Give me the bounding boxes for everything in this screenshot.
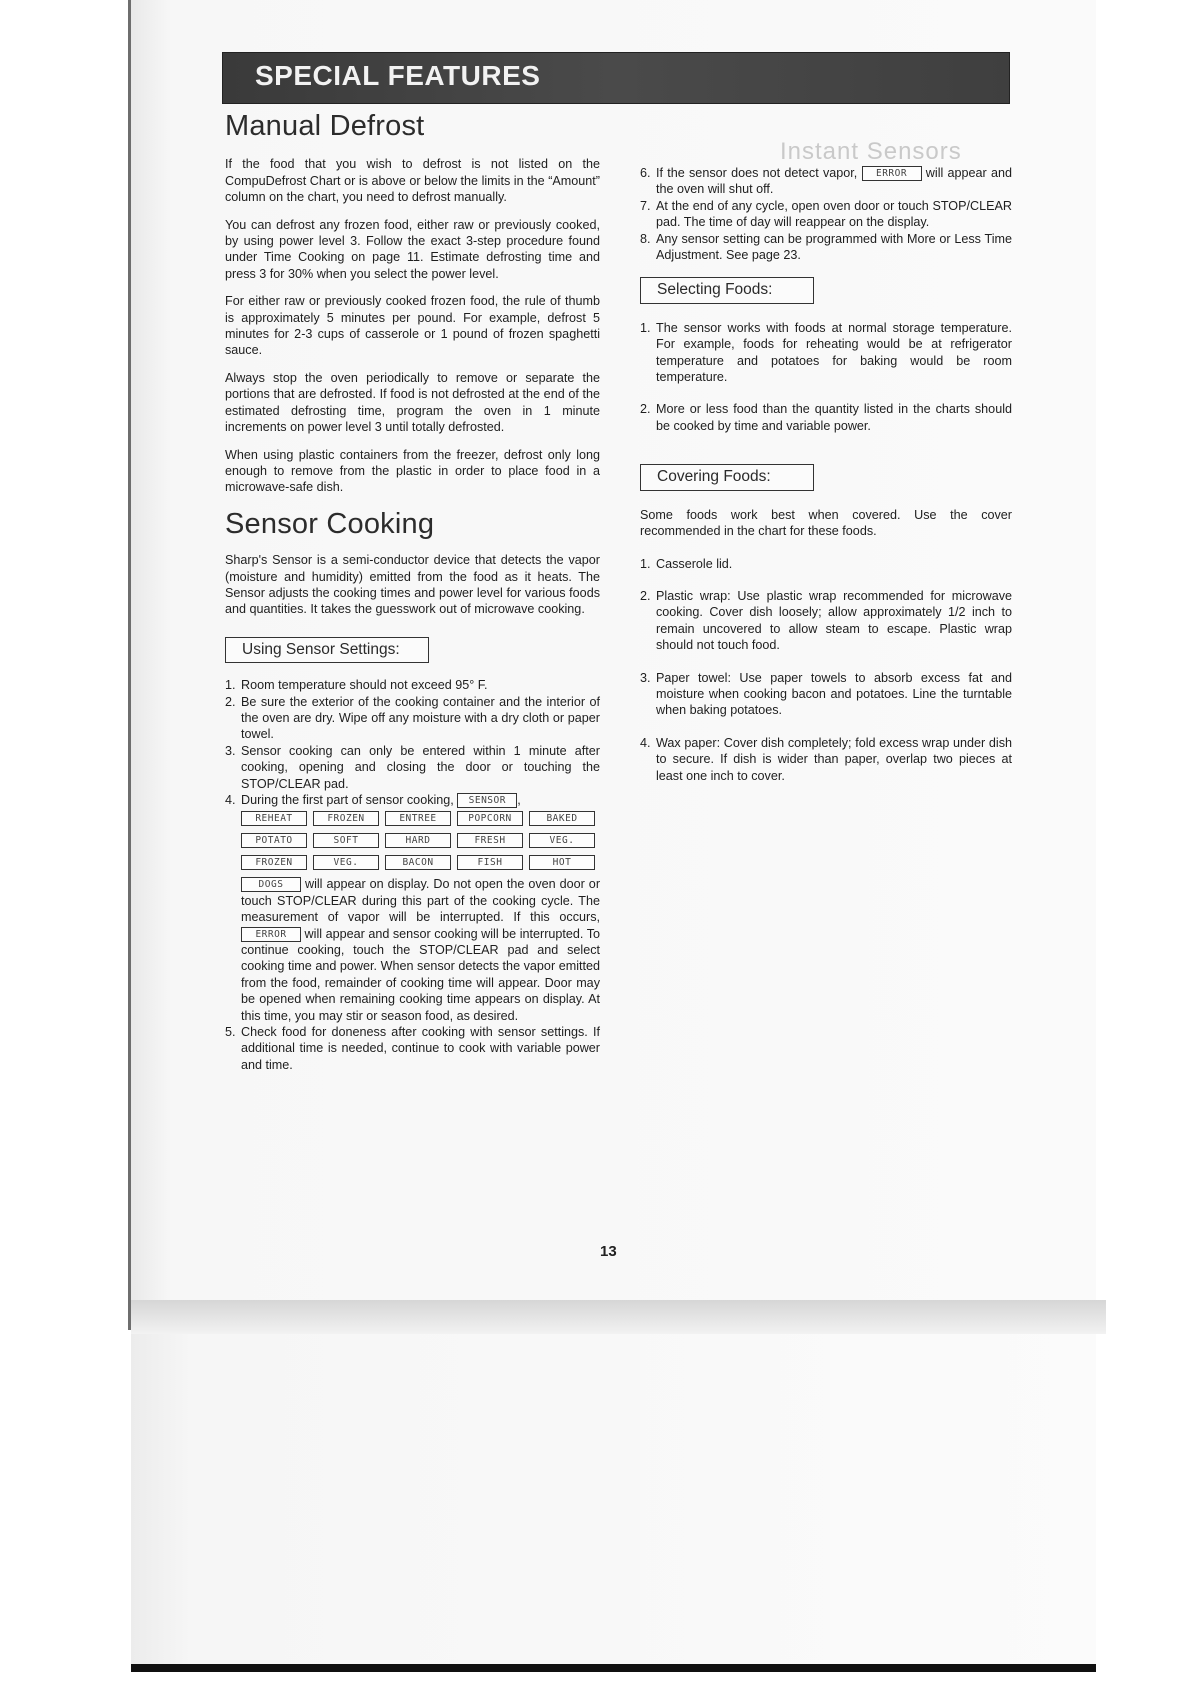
display-error: ERROR	[241, 927, 301, 942]
item-text: Plastic wrap: Use plastic wrap recommended for microwave cooking. Cover dish loosely; allow approximately 1/2 inch to remain uncovered to allow steam to escape. Plastic wrap should not touch food.	[656, 588, 1012, 653]
step-text: During the first part of sensor cooking,	[241, 793, 454, 807]
sensor-steps-list	[225, 677, 600, 1073]
covering-foods-list	[640, 556, 1012, 784]
display-word: BAKED	[529, 811, 595, 826]
step-number: 3.	[225, 743, 236, 758]
display-word: SOFT	[313, 833, 379, 848]
covering-intro: Some foods work best when covered. Use the cover recommended in the chart for these foods.	[640, 507, 1012, 539]
list-item	[225, 792, 600, 1024]
selecting-foods-heading: Selecting Foods:	[640, 277, 814, 303]
step-text: At the end of any cycle, open oven door or touch STOP/CLEAR pad. The time of day will reappear on the display.	[656, 198, 1012, 230]
banner-title: SPECIAL FEATURES	[255, 60, 541, 91]
list-item	[640, 588, 1012, 654]
item-text: The sensor works with foods at normal storage temperature. For example, foods for reheating would be at refrigerator temperature and potatoes for baking would be room temperature.	[656, 320, 1012, 385]
item-number: 2.	[640, 588, 651, 603]
step-text: will appear on display. Do not open the oven door or touch STOP/CLEAR during this part of the cooking cycle. The measurement of vapor will be interrupted. If this occurs,	[241, 877, 601, 925]
step-number: 6.	[640, 166, 651, 180]
scan-border	[131, 1664, 1096, 1672]
display-word: VEG.	[313, 855, 379, 870]
step-text: Sensor cooking can only be entered within 1 minute after cooking, opening and closing the door or touching the STOP/CLEAR pad.	[241, 743, 600, 791]
display-word: BACON	[385, 855, 451, 870]
using-sensor-settings-heading: Using Sensor Settings:	[225, 637, 429, 663]
covering-foods-heading: Covering Foods:	[640, 464, 814, 490]
item-number: 1.	[640, 320, 651, 335]
sensor-steps-continued	[640, 165, 1012, 263]
step-punct: ,	[517, 793, 521, 807]
step-number: 8.	[640, 231, 651, 246]
step-number: 2.	[225, 694, 236, 709]
display-word: FROZEN	[241, 855, 307, 870]
list-item	[640, 165, 1012, 198]
display-word: VEG.	[529, 833, 595, 848]
list-item	[640, 556, 1012, 572]
list-item	[640, 231, 1012, 264]
display-word: REHEAT	[241, 811, 307, 826]
right-column	[640, 165, 1012, 800]
list-item	[640, 401, 1012, 434]
item-text: Casserole lid.	[656, 556, 733, 571]
item-text: More or less food than the quantity listed in the charts should be cooked by time and variable power.	[656, 402, 1012, 433]
display-word: FISH	[457, 855, 523, 870]
list-item	[225, 677, 600, 693]
list-item	[225, 694, 600, 743]
left-column	[225, 110, 601, 1073]
step-text: If the sensor does not detect vapor,	[656, 166, 858, 180]
item-number: 4.	[640, 735, 651, 750]
list-item	[640, 320, 1012, 386]
list-item	[225, 743, 600, 792]
display-word: HOT	[529, 855, 595, 870]
selecting-foods-list	[640, 320, 1012, 434]
defrost-paragraph: When using plastic containers from the freezer, defrost only long enough to remove from the plastic in order to place food in a microwave-safe dish.	[225, 447, 600, 495]
display-word: POTATO	[241, 833, 307, 848]
step-text: Be sure the exterior of the cooking container and the interior of the oven are dry. Wipe off any moisture with a dry cloth or paper towel.	[241, 694, 600, 742]
item-number: 3.	[640, 670, 651, 685]
sensor-intro: Sharp's Sensor is a semi-conductor device that detects the vapor (moisture and humidity) emitted from the food as it heats. The Sensor adjusts the cooking times and power level for various foods and quantities. It takes the guesswork out of microwave cooking.	[225, 553, 600, 617]
blank-scan-area	[131, 1334, 1096, 1664]
display-word: HARD	[385, 833, 451, 848]
page-fold-shadow	[131, 1300, 1106, 1334]
list-item	[640, 198, 1012, 231]
step-text: Any sensor setting can be programmed with More or Less Time Adjustment. See page 23.	[656, 231, 1012, 263]
step-number: 5.	[225, 1025, 236, 1040]
item-number: 2.	[640, 402, 651, 417]
defrost-paragraph: For either raw or previously cooked frozen food, the rule of thumb is approximately 5 minutes per pound. For example, defrost 5 minutes for 2-3 cups of casserole or 1 pound of frozen spaghetti sauce.	[225, 294, 600, 358]
display-word: POPCORN	[457, 811, 523, 826]
defrost-paragraph: You can defrost any frozen food, either raw or previously cooked, by using power level 3. Follow the exact 3-step procedure found under Time Cooking on page 11. Estimate defrosting time and press 3 for 30% when you select the power level.	[225, 217, 600, 281]
page-number: 13	[600, 1243, 617, 1260]
step-number: 1.	[225, 678, 236, 693]
display-word: FRESH	[457, 833, 523, 848]
manual-defrost-title: Manual Defrost	[225, 110, 425, 142]
section-banner	[222, 52, 1010, 104]
item-text: Paper towel: Use paper towels to absorb excess fat and moisture when cooking bacon and potatoes. Line the turntable when baking potatoes.	[656, 670, 1012, 718]
display-dogs: DOGS	[241, 877, 301, 892]
step-text: will appear and the oven will shut off.	[656, 166, 1013, 197]
defrost-paragraph: Always stop the oven periodically to remove or separate the portions that are defrosted. If food is not defrosted at the end of the estimated defrosting time, program the oven in 1 minute increments on power level 3 until totally defrosted.	[225, 370, 600, 435]
display-error: ERROR	[862, 166, 922, 181]
sensor-cooking-title: Sensor Cooking	[225, 507, 435, 540]
step-text: Room temperature should not exceed 95° F.	[241, 678, 488, 693]
list-item	[640, 735, 1012, 784]
display-word: ENTREE	[385, 811, 451, 826]
list-item	[225, 1024, 600, 1073]
step-number: 4.	[225, 793, 236, 807]
step-text: will appear and sensor cooking will be interrupted. To continue cooking, touch the STOP/CLEAR pad and select cooking time and power. When sensor detects the vapor emitted from the food, remainder of cooking time will appear. Door may be opened when remaining cooking time appears on display. At this time, you may stir or season food, as desired.	[241, 926, 601, 1023]
item-text: Wax paper: Cover dish completely; fold excess wrap under dish to secure. If dish is wider than paper, overlap two pieces at least one inch to cover.	[656, 735, 1012, 783]
display-grid	[241, 811, 600, 870]
defrost-paragraph: If the food that you wish to defrost is not listed on the CompuDefrost Chart or is above or below the limits in the “Amount” column on the chart, you need to defrost manually.	[225, 157, 600, 205]
display-sensor: SENSOR	[457, 793, 517, 808]
step-number: 7.	[640, 198, 651, 213]
display-word: FROZEN	[313, 811, 379, 826]
step-text: Check food for doneness after cooking with sensor settings. If additional time is needed, continue to cook with variable power and time.	[241, 1025, 600, 1072]
item-number: 1.	[640, 556, 651, 571]
list-item	[640, 670, 1012, 719]
bleed-through-text: Instant Sensors	[780, 138, 962, 165]
